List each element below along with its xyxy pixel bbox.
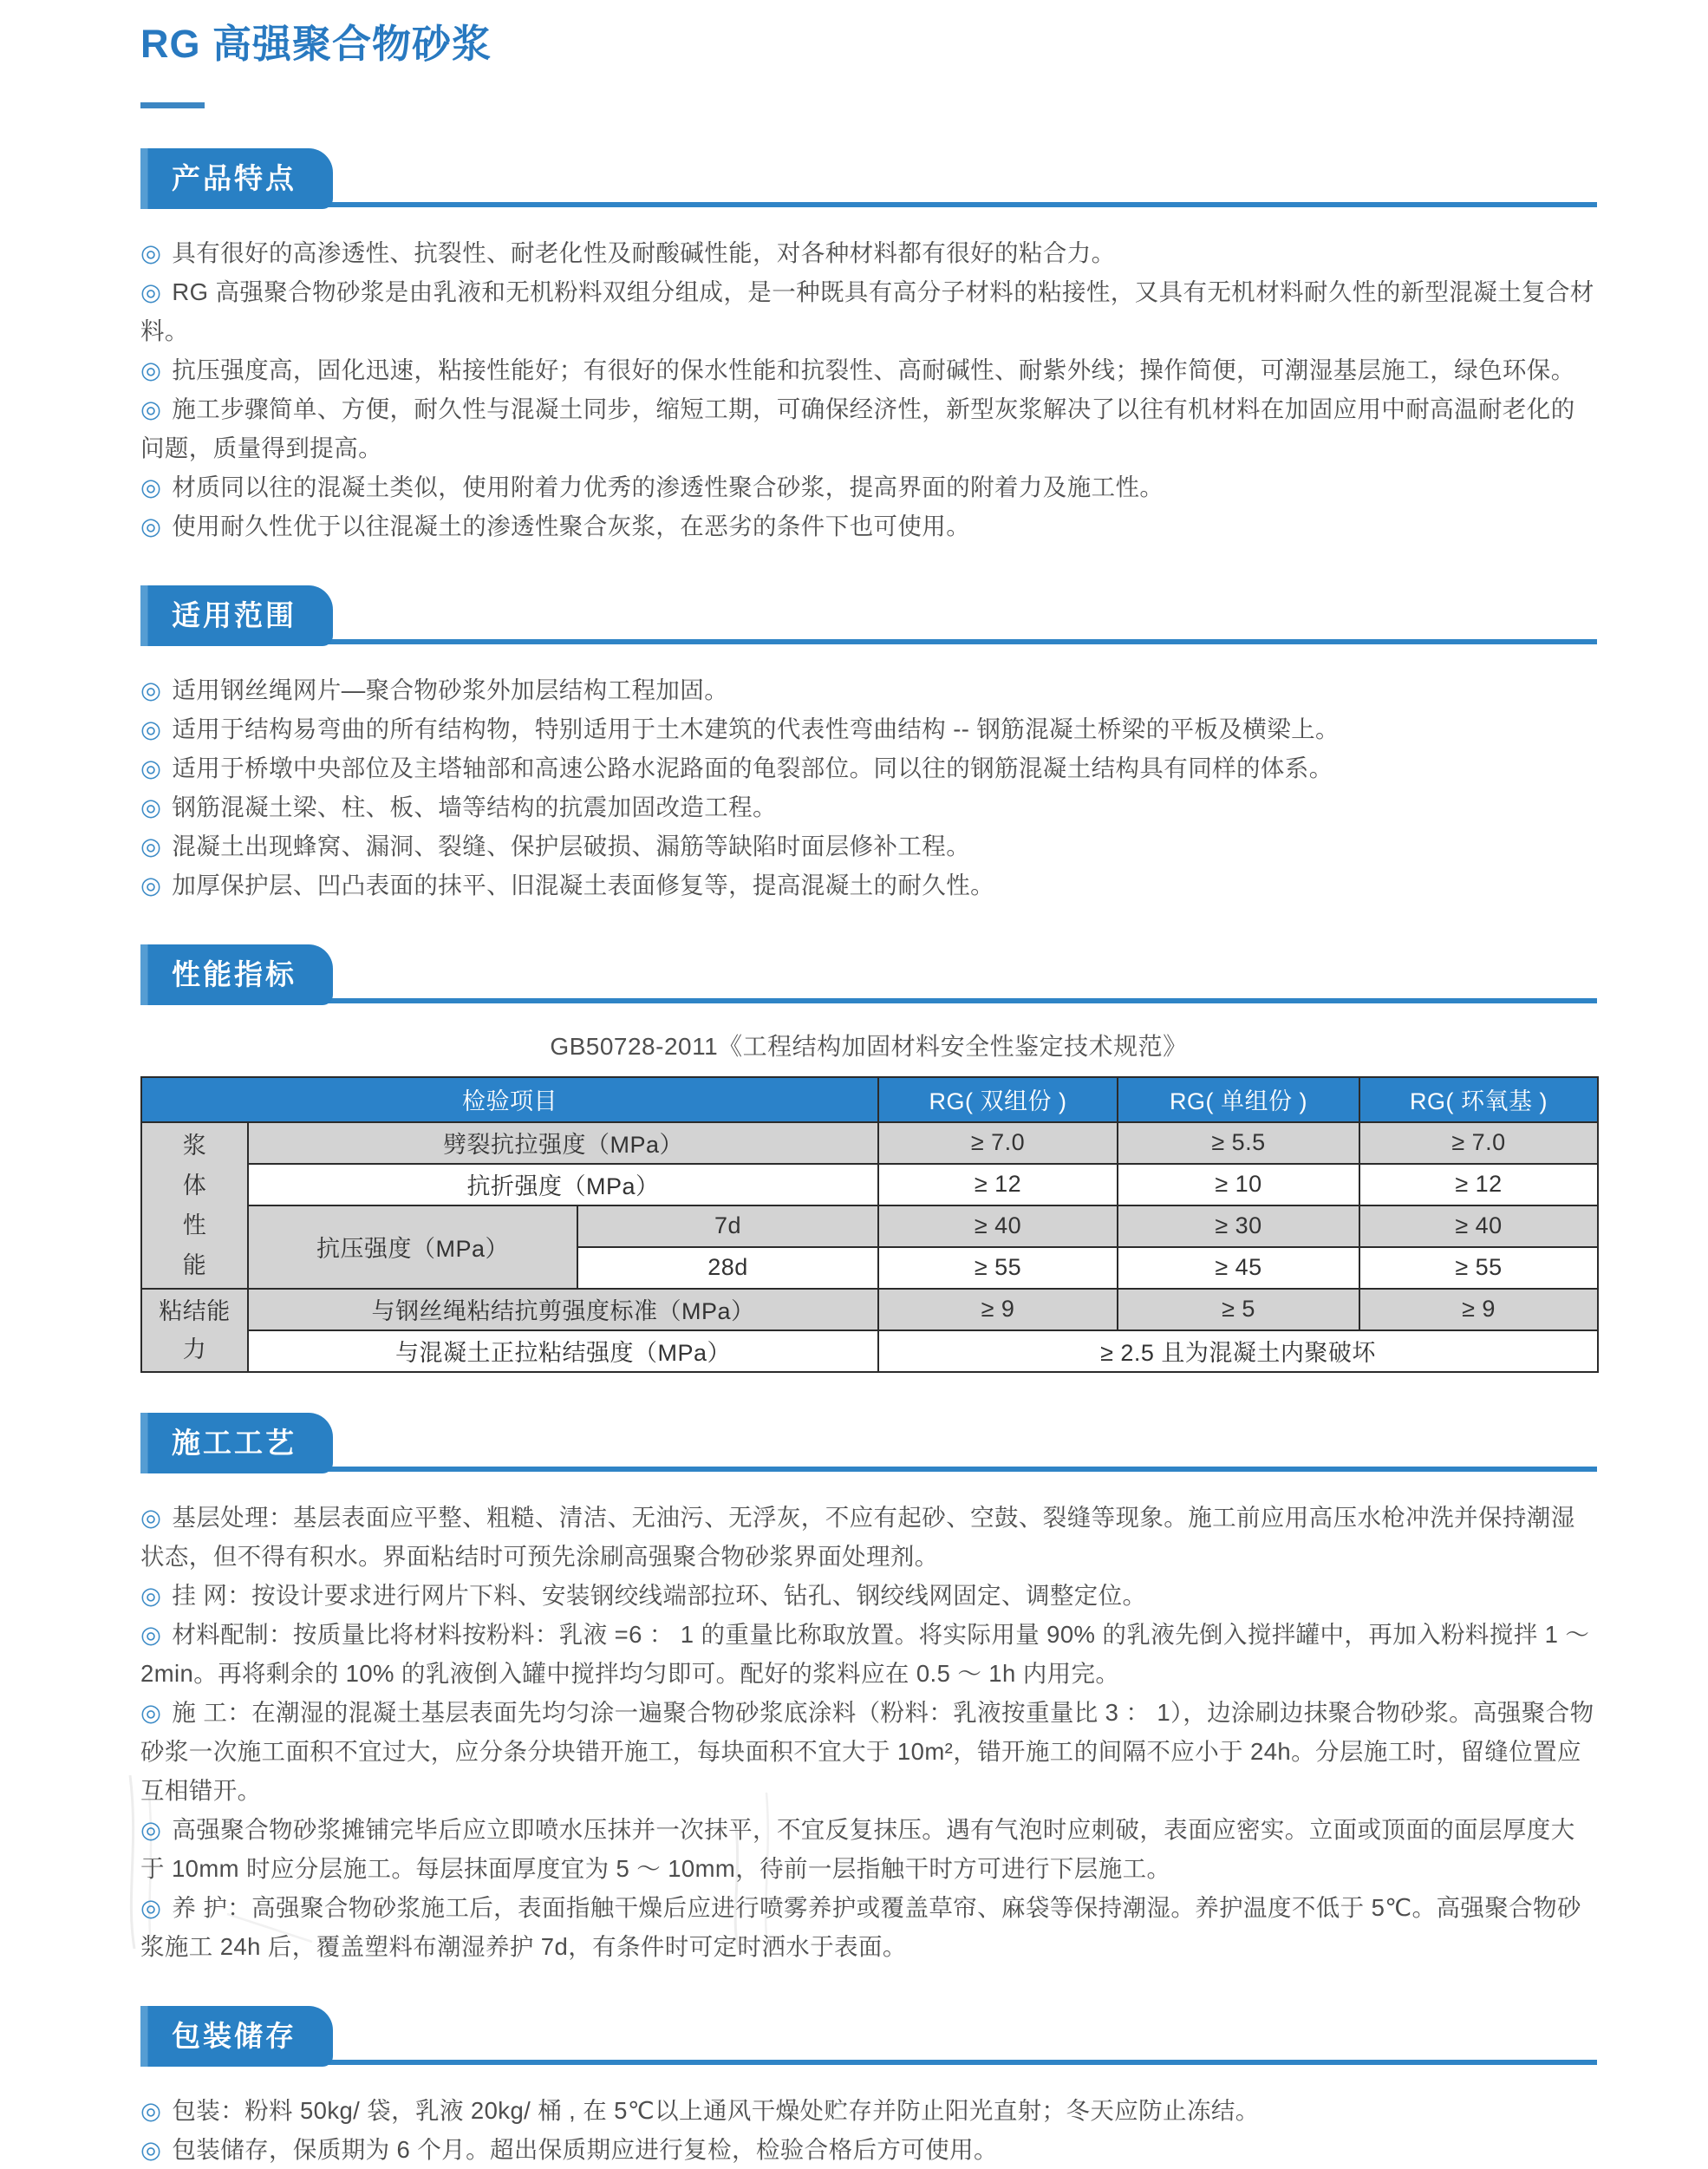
table-row [141,1205,1598,1247]
section-badge-performance: 性能指标 [140,944,333,1005]
row-item-cell: 劈裂抗拉强度（MPa） [248,1122,878,1164]
value-cell: ≥ 5.5 [1118,1122,1359,1164]
value-cell: ≥ 9 [878,1289,1118,1330]
bullet-item [140,748,1597,787]
title-underline [140,102,205,108]
datasheet-page [0,23,1708,2169]
bullet-text: 具有很好的高渗透性、抗裂性、耐老化性及耐酸碱性能，对各种材料都有很好的粘合力。 [172,238,1116,266]
section-header-scope [140,585,1597,646]
bullet-icon: ◎ [140,395,162,422]
value-cell: ≥ 10 [1118,1164,1359,1205]
bullet-text: 高强聚合物砂浆摊铺完毕后应立即喷水压抹并一次抹平，不宜反复抹压。遇有气泡时应刺破，表面应密实。立面或顶面的面层厚度大于 10mm 时应分层施工。每层抹面厚度宜为 5 ～ 10mm，待前一层指触干时方可进行下层施工。 [140,1815,1575,1882]
scope-bullet-list [140,670,1597,905]
bullet-item [140,272,1597,350]
bullet-text: 材料配制：按质量比将材料按粉料：乳液 =6 ： 1 的重量比称取放置。将实际用量 90% 的乳液先倒入搅拌罐中，再加入粉料搅拌 1 ～ 2min。再将剩余的 10% 的乳液倒入罐中搅拌均匀即可。配好的浆料应在 0.5 ～ 1h 内用完。 [140,1620,1590,1687]
bullet-icon: ◎ [140,2096,162,2124]
group-label-text: 浆体性能 [182,1132,207,1278]
row-sub-cell: 7d [577,1205,878,1247]
value-cell: ≥ 30 [1118,1205,1359,1247]
bullet-text: 使用耐久性优于以往混凝土的渗透性聚合灰浆，在恶劣的条件下也可使用。 [172,512,971,539]
bullet-text: 适用于桥墩中央部位及主塔轴部和高速公路水泥路面的龟裂部位。同以往的钢筋混凝土结构具有同样的体系。 [172,754,1333,781]
group-label-cell [141,1289,248,1372]
bullet-item [140,467,1597,506]
section-header-packaging [140,2006,1597,2067]
row-item-cell: 与混凝土正拉粘结强度（MPa） [248,1330,878,1372]
bullet-item [140,2130,1597,2169]
bullet-item [140,233,1597,272]
bullet-text: 包装：粉料 50kg/ 袋，乳液 20kg/ 桶 , 在 5℃以上通风干燥处贮存并防止阳光直射；冬天应防止冻结。 [172,2096,1260,2124]
table-header-rg-one-part: RG( 单组份 ) [1118,1077,1359,1122]
bullet-icon: ◎ [140,2135,162,2163]
bullet-icon: ◎ [140,793,162,820]
section-packaging [140,2006,1597,2169]
bullet-item [140,1888,1597,1966]
bullet-icon: ◎ [140,676,162,703]
value-cell: ≥ 12 [878,1164,1118,1205]
bullet-item [140,709,1597,748]
group-label-cell [141,1122,248,1289]
bullet-text: 施工步骤简单、方便，耐久性与混凝土同步，缩短工期，可确保经济性，新型灰浆解决了以往有机材料在加固应用中耐高温耐老化的问题，质量得到提高。 [140,395,1575,461]
bullet-text: 混凝土出现蜂窝、漏洞、裂缝、保护层破损、漏筋等缺陷时面层修补工程。 [172,832,971,859]
bullet-icon: ◎ [140,1581,162,1609]
bullet-text: 钢筋混凝土梁、柱、板、墙等结构的抗震加固改造工程。 [172,793,777,820]
bullet-icon: ◎ [140,871,162,898]
bullet-icon: ◎ [140,832,162,859]
section-rule [140,639,1597,644]
value-cell-span: ≥ 2.5 且为混凝土内聚破坏 [878,1330,1598,1372]
bullet-icon: ◎ [140,1815,162,1843]
bullet-item [140,1498,1597,1576]
section-badge-process: 施工工艺 [140,1413,333,1473]
value-cell: ≥ 55 [878,1247,1118,1289]
bullet-icon: ◎ [140,754,162,781]
value-cell: ≥ 7.0 [878,1122,1118,1164]
section-rule [140,1467,1597,1472]
section-process [140,1413,1597,1966]
bullet-icon: ◎ [140,278,162,305]
bullet-text: 抗压强度高，固化迅速，粘接性能好；有很好的保水性能和抗裂性、高耐碱性、耐紫外线；操作简便，可潮湿基层施工，绿色环保。 [172,356,1575,383]
section-badge-scope: 适用范围 [140,585,333,646]
section-header-features [140,148,1597,209]
section-performance [140,944,1597,1373]
section-badge-features: 产品特点 [140,148,333,209]
bullet-icon: ◎ [140,1620,162,1648]
bullet-icon: ◎ [140,238,162,266]
table-header-row [141,1077,1598,1122]
bullet-item [140,1615,1597,1693]
bullet-icon: ◎ [140,512,162,539]
value-cell: ≥ 55 [1359,1247,1598,1289]
row-item-cell: 抗折强度（MPa） [248,1164,878,1205]
process-bullet-list [140,1498,1597,1966]
section-rule [140,202,1597,207]
bullet-text: 挂 网：按设计要求进行网片下料、安装钢绞线端部拉环、钻孔、钢绞线网固定、调整定位。 [172,1581,1147,1609]
bullet-icon: ◎ [140,715,162,742]
section-scope [140,585,1597,905]
bullet-item [140,2091,1597,2130]
value-cell: ≥ 5 [1118,1289,1359,1330]
section-badge-packaging: 包装储存 [140,2006,333,2067]
bullet-text: 加厚保护层、凹凸表面的抹平、旧混凝土表面修复等，提高混凝土的耐久性。 [172,871,995,898]
bullet-item [140,1693,1597,1810]
bullet-item [140,866,1597,905]
performance-table [140,1076,1599,1373]
bullet-text: 材质同以往的混凝土类似，使用附着力优秀的渗透性聚合砂浆，提高界面的附着力及施工性。 [172,473,1164,500]
bullet-item [140,389,1597,467]
page-title: RG 高强聚合物砂浆 [140,22,492,66]
bullet-text: 适用于结构易弯曲的所有结构物，特别适用于土木建筑的代表性弯曲结构 -- 钢筋混凝土桥梁的平板及横梁上。 [172,715,1340,742]
bullet-item [140,1810,1597,1888]
bullet-icon: ◎ [140,1893,162,1921]
performance-standard-caption: GB50728-2011《工程结构加固材料安全性鉴定技术规范》 [550,1032,1188,1060]
value-cell: ≥ 40 [878,1205,1118,1247]
table-row [141,1330,1598,1372]
bullet-icon: ◎ [140,473,162,500]
bullet-text: 适用钢丝绳网片—聚合物砂浆外加层结构工程加固。 [172,676,729,703]
bullet-item [140,506,1597,546]
bullet-item [140,670,1597,709]
bullet-text: 施 工：在潮湿的混凝土基层表面先均匀涂一遍聚合物砂浆底涂料（粉料：乳液按重量比 3 ： 1），边涂刷边抹聚合物砂浆。高强聚合物砂浆一次施工面积不宜过大，应分条分块错开施工，每块面积不宜大于 10m²，错开施工的间隔不应小于 24h。分层施工时，留缝位置应互相错开。 [140,1698,1594,1804]
table-row [141,1289,1598,1330]
bullet-item-pair [140,787,1597,866]
section-features [140,148,1597,546]
bullet-item [140,1576,1597,1615]
value-cell: ≥ 40 [1359,1205,1598,1247]
table-row [141,1164,1598,1205]
table-header-rg-two-part: RG( 双组份 ) [878,1077,1118,1122]
features-bullet-list [140,233,1597,546]
bullet-text: 基层处理：基层表面应平整、粗糙、清洁、无油污、无浮灰，不应有起砂、空鼓、裂缝等现象。施工前应用高压水枪冲洗并保持潮湿状态，但不得有积水。界面粘结时可预先涂刷高强聚合物砂浆界面处理剂。 [140,1503,1575,1570]
row-item-cell: 抗压强度（MPa） [248,1205,577,1289]
bullet-text: 包装储存，保质期为 6 个月。超出保质期应进行复检，检验合格后方可使用。 [172,2135,998,2163]
bullet-text: RG 高强聚合物砂浆是由乳液和无机粉料双组分组成，是一种既具有高分子材料的粘接性，又具有无机材料耐久性的新型混凝土复合材料。 [140,278,1594,344]
table-header-item: 检验项目 [141,1077,878,1122]
table-row [141,1122,1598,1164]
row-item-cell: 与钢丝绳粘结抗剪强度标准（MPa） [248,1289,878,1330]
value-cell: ≥ 45 [1118,1247,1359,1289]
value-cell: ≥ 7.0 [1359,1122,1598,1164]
row-sub-cell: 28d [577,1247,878,1289]
bullet-item [140,826,970,866]
section-header-process [140,1413,1597,1473]
packaging-bullet-list [140,2091,1597,2169]
bullet-item [140,350,1597,389]
section-rule [140,998,1597,1003]
bullet-text: 养 护：高强聚合物砂浆施工后，表面指触干燥后应进行喷雾养护或覆盖草帘、麻袋等保持潮湿。养护温度不低于 5℃。高强聚合物砂浆施工 24h 后，覆盖塑料布潮湿养护 7d，有条件时可定时洒水于表面。 [140,1893,1581,1960]
section-rule [140,2060,1597,2065]
value-cell: ≥ 9 [1359,1289,1598,1330]
value-cell: ≥ 12 [1359,1164,1598,1205]
group-label-text: 粘结能力 [159,1297,231,1362]
section-header-performance [140,944,1597,1005]
bullet-icon: ◎ [140,1698,162,1726]
bullet-item [140,787,822,826]
table-header-rg-epoxy: RG( 环氧基 ) [1359,1077,1598,1122]
bullet-icon: ◎ [140,356,162,383]
bullet-icon: ◎ [140,1503,162,1531]
